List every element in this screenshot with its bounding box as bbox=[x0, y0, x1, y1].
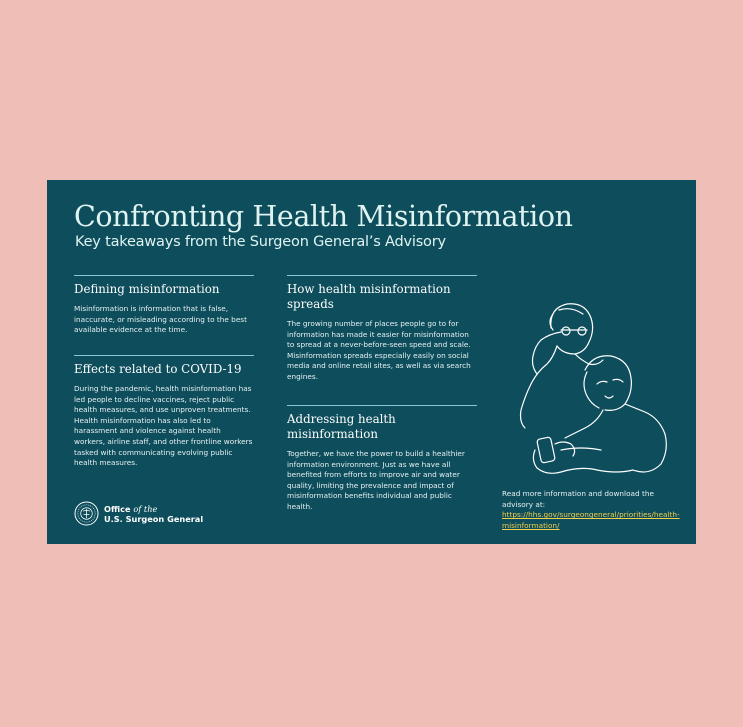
section-addressing bbox=[287, 405, 477, 513]
section-heading: Addressing health misinformation bbox=[287, 412, 396, 441]
section-body: Misinformation is information that is false, inaccurate, or misleading according to the best available evidence at the time. bbox=[74, 304, 247, 335]
advisory-card bbox=[47, 180, 696, 544]
section-how-spreads bbox=[287, 275, 477, 383]
logo-of-the: of the bbox=[133, 503, 158, 514]
section-body: During the pandemic, health misinformation has led people to decline vaccines, reject public health measures, and use unproven treatments. Health misinformation has also led to harassment and violence against health workers, airline staff, and other frontline workers tasked with communicating evolving public health measures. bbox=[74, 384, 253, 468]
read-more-label: Read more information and download the advisory at: bbox=[502, 489, 654, 509]
section-body: Together, we have the power to build a healthier information environment. Just as we have all benefited from efforts to improve air and water quality, limiting the prevalence and impact of misinformation benefits individual and public health. bbox=[287, 449, 465, 511]
section-body: The growing number of places people go to for information has made it easier for misinformation to spread at a never-before-seen speed and scale. Misinformation spreads especially easily on social media and online retail sites, as well as via search engines. bbox=[287, 319, 471, 381]
seal-icon bbox=[74, 501, 99, 526]
logo-office: Office bbox=[104, 503, 131, 514]
surgeon-general-logo bbox=[74, 501, 203, 526]
section-effects-covid bbox=[74, 355, 254, 469]
section-heading: Defining misinformation bbox=[74, 282, 220, 296]
people-with-phone-illustration bbox=[501, 300, 673, 480]
read-more-text bbox=[502, 489, 682, 531]
logo-line2: U.S. Surgeon General bbox=[104, 513, 204, 524]
page-title: Confronting Health Misinformation bbox=[74, 200, 573, 233]
advisory-link[interactable]: https://hhs.gov/surgeongeneral/priorities/health-misinformation/ bbox=[502, 510, 680, 530]
section-defining-misinformation bbox=[74, 275, 254, 336]
page-subtitle: Key takeaways from the Surgeon General’s Advisory bbox=[75, 234, 446, 250]
section-heading: Effects related to COVID-19 bbox=[74, 362, 242, 376]
section-heading: How health misinformation spreads bbox=[287, 282, 451, 311]
